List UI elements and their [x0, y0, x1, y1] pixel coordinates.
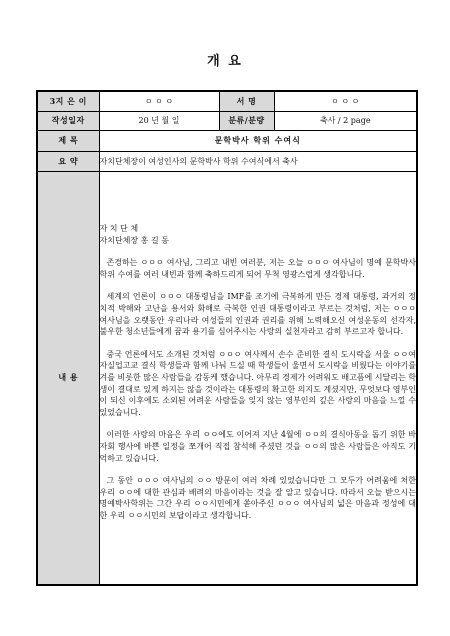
signature-label: 서 명: [219, 91, 274, 111]
summary-form-table: [36, 90, 418, 586]
author-row: [37, 91, 417, 111]
summary-value: 자치단체장이 여성인사의 문학박사 학위 수여식에서 축사: [99, 151, 417, 171]
subject-value: 문학박사 학위 수여식: [99, 130, 417, 151]
speech-paragraph: 중국 언론에서도 소개된 것처럼 ㅇㅇㅇ 여사께서 손수 준비한 결식 도시락을 서울 ㅇㅇ여자실업고교 결식 학생들과 함께 나눠 드실 때 학생들이 울면서 도시락을 비웠다는 이야기를 겨를 비롯한 많은 사람들을 감동케 했습니다. 아무리 경제가 어려워도 배고픔에 시달리는 학생이 결대로 있게 하지는 않을 것이라는 대통령의 확고한 의지도 계셨지만, 무엇보다 영부인이 되신 이후에도 소외된 어려운 사람들을 잊지 않는 영부인의 깊은 사랑의 마음을 느낄 수 있었습니다.: [99, 349, 416, 417]
content-label: 내 용: [37, 171, 99, 585]
speech-paragraph: 그 동안 ㅇㅇㅇ 여사님의 ㅇㅇ 방문이 여러 차례 있었습니다만 그 모두가 어려움에 처한 우리 ㅇㅇ에 대한 관심과 배려의 마음이라는 것을 잘 알고 있습니다. 따라서 오늘 받으시는 명예박사학위는 그간 우리 ㅇㅇ시민에게 쏟아주신 ㅇㅇㅇ 여사님의 넓은 마음과 정성에 대한 우리 ㅇㅇ시민의 보답이라고 생각합니다.: [99, 476, 416, 520]
date-label: 작성일자: [37, 111, 99, 130]
date-value: 20 년 월 일: [99, 111, 219, 130]
category-label: 분류/분량: [219, 111, 274, 130]
signature-value: ㅇ ㅇ ㅇ: [274, 91, 417, 111]
category-value: 축사 / 2 page: [274, 111, 417, 130]
author-label: 3지 은 이: [37, 91, 99, 111]
organization-line: 자 치 단 체: [99, 224, 139, 234]
subject-label: 제 목: [37, 130, 99, 151]
author-value: ㅇ ㅇ ㅇ: [99, 91, 219, 111]
summary-label: 요 약: [37, 151, 99, 171]
content-row: [37, 171, 417, 585]
summary-row: [37, 151, 417, 171]
document-title: 개 요: [207, 54, 243, 69]
speech-paragraph: 존경하는 ㅇㅇㅇ 여사님, 그리고 내빈 여러분, 저는 오늘 ㅇㅇㅇ 여사님이 명예 문학박사 학위 수여를 여러 내빈과 함께 축하드리게 되어 무척 영광스럽게 생각합니다.: [99, 258, 416, 279]
speaker-line: 자치단체장 홍 길 동: [99, 235, 169, 245]
speech-paragraph: 세계의 언론이 ㅇㅇㅇ 대통령님을 IMF를 조기에 극복하게 만든 경제 대통령, 과거의 정치적 박해와 고난을 용서와 화해로 극복한 인권 대통령이라고 부르는 것처럼, 저는 ㅇㅇㅇ 여사님을 오랫동안 우리나라 여성들의 인권과 권리를 위해 노력해오신 여성운동의 선각자, 불우한 청소년들에게 꿈과 용기를 심어주시는 사랑의 실천자라고 감히 부르고자 합니다.: [99, 292, 416, 337]
subject-row: [37, 130, 417, 151]
date-row: [37, 111, 417, 130]
content-body: [99, 171, 417, 585]
speech-paragraph: 이러한 사랑의 마음은 우리 ㅇㅇ에도 이어져 지난 4월에 ㅇㅇ의 결식아동을 돕기 위한 바자회 행사에 바쁜 일정을 쪼개어 직접 참석해 주셨던 것을 ㅇㅇ의 많은 사람들은 아직도 기억하고 있습니다.: [99, 430, 416, 463]
